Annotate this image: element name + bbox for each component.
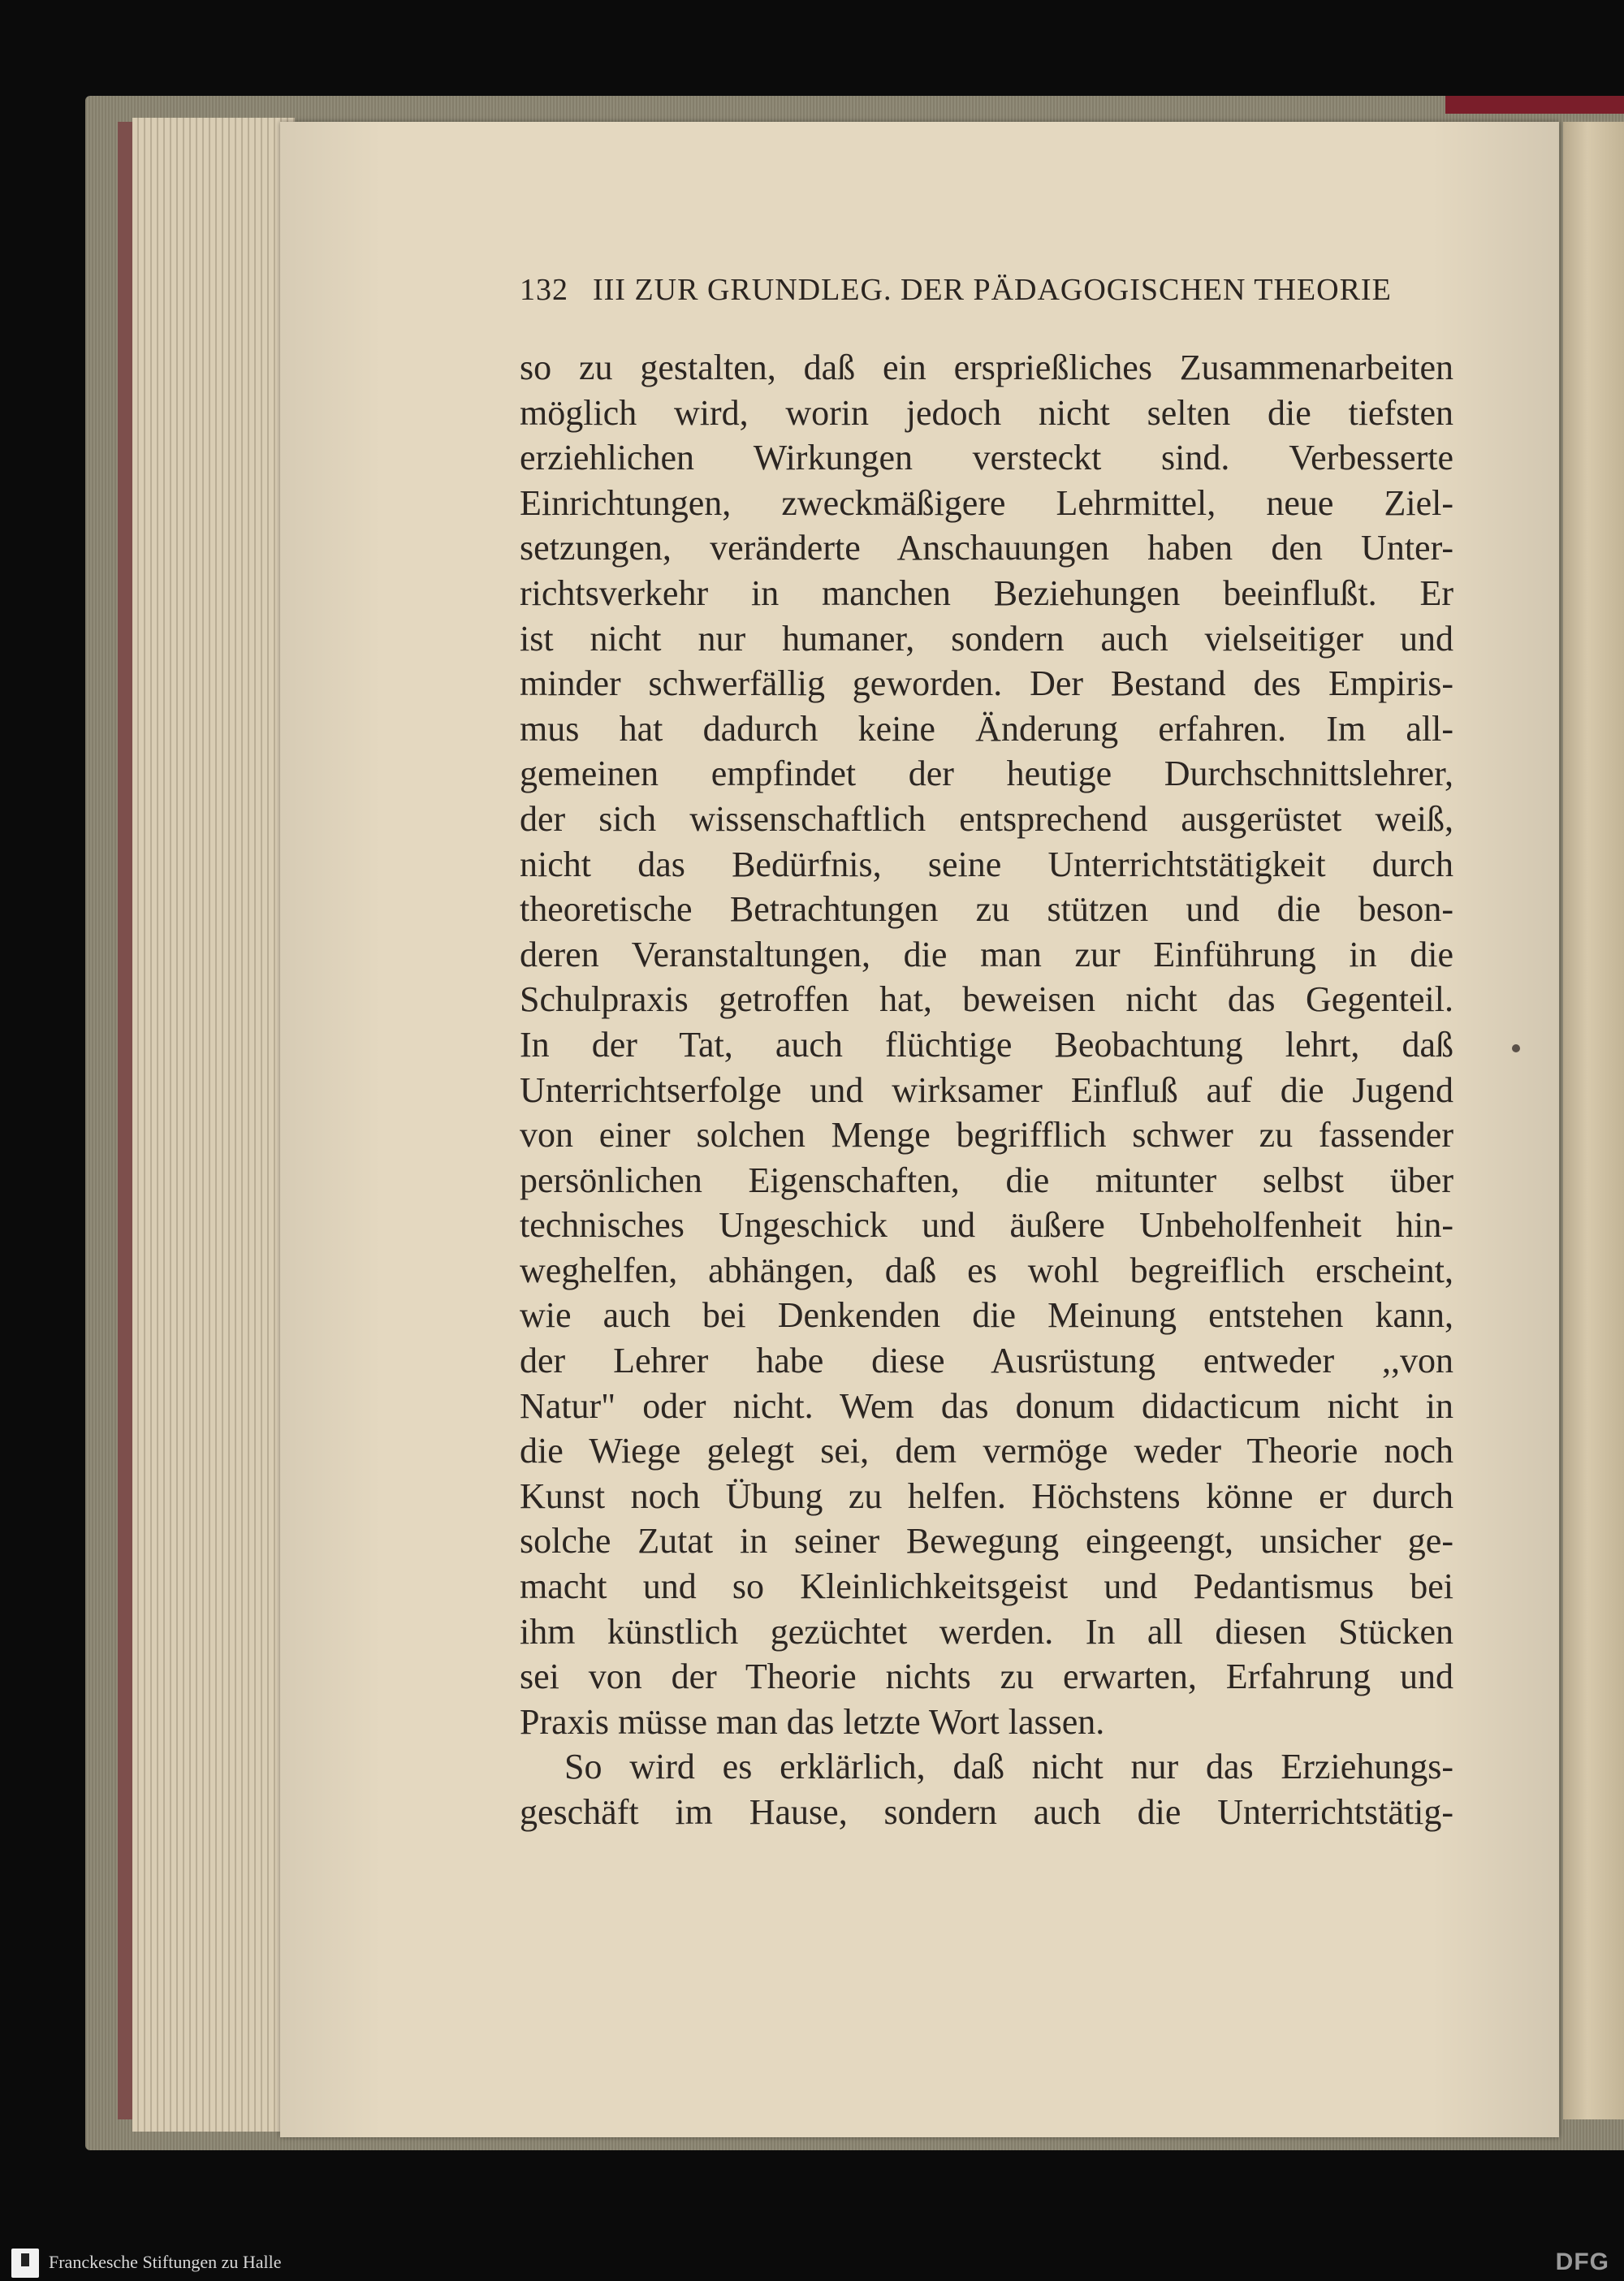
text-line: So wird es erklärlich, daß nicht nur das Erziehungs- <box>564 1747 1453 1787</box>
text-line: Unterrichtserfolge und wirksamer Einfluß auf die Jugend <box>520 1069 1453 1110</box>
text-line: mus hat dadurch keine Änderung erfahren. Im all- <box>520 708 1453 749</box>
text-line: ihm künstlich gezüchtet werden. In all diesen Stücken <box>520 1611 1453 1652</box>
text-line: macht und so Kleinlichkeitsgeist und Pedantismus bei <box>520 1566 1453 1607</box>
text-line: Einrichtungen, zweckmäßigere Lehrmittel, neue Ziel- <box>520 482 1453 523</box>
text-line: die Wiege gelegt sei, dem vermöge weder Theorie noch <box>520 1431 1453 1471</box>
text-line: richtsverkehr in manchen Beziehungen beeinflußt. Er <box>520 572 1453 613</box>
text-line: sei von der Theorie nichts zu erwarten, Erfahrung und <box>520 1657 1453 1697</box>
page-edges-right <box>1563 122 1624 2119</box>
institution-logo-icon <box>11 2249 39 2278</box>
text-line: technisches Ungeschick und äußere Unbeholfenheit hin- <box>520 1205 1453 1246</box>
running-header <box>520 272 1441 321</box>
running-head: III ZUR GRUNDLEG. DER PÄDAGOGISCHEN THEORIE <box>593 273 1392 307</box>
text-line: theoretische Betrachtungen zu stützen und die beson- <box>520 889 1453 930</box>
text-line: persönlichen Eigenschaften, die mitunter selbst über <box>520 1160 1453 1200</box>
text-line: Praxis müsse man das letzte Wort lassen. <box>520 1701 1105 1742</box>
text-line: deren Veranstaltungen, die man zur Einführung in die <box>520 934 1453 974</box>
page-number: 132 <box>520 273 568 307</box>
text-line: ist nicht nur humaner, sondern auch vielseitiger und <box>520 618 1453 659</box>
text-line: gemeinen empfindet der heutige Durchschnittslehrer, <box>520 754 1453 794</box>
text-line: Kunst noch Übung zu helfen. Höchstens könne er durch <box>520 1475 1453 1516</box>
text-line: von einer solchen Menge begrifflich schwer zu fassender <box>520 1115 1453 1156</box>
binding-red-band <box>1445 96 1624 114</box>
text-line: der sich wissenschaftlich entsprechend ausgerüstet weiß, <box>520 798 1453 839</box>
text-line: solche Zutat in seiner Bewegung eingeengt, unsicher ge- <box>520 1521 1453 1562</box>
text-line: In der Tat, auch flüchtige Beobachtung lehrt, daß <box>520 1024 1453 1065</box>
text-line: möglich wird, worin jedoch nicht selten die tiefsten <box>520 392 1453 433</box>
institution-name: Franckesche Stiftungen zu Halle <box>49 2252 282 2272</box>
text-line: setzungen, veränderte Anschauungen haben den Unter- <box>520 528 1453 568</box>
text-line: geschäft im Hause, sondern auch die Unterrichtstätig- <box>520 1792 1453 1832</box>
body-text <box>520 345 1453 1835</box>
text-line: weghelfen, abhängen, daß es wohl begreiflich erscheint, <box>520 1250 1453 1290</box>
text-line: nicht das Bedürfnis, seine Unterrichtstätigkeit durch <box>520 844 1453 884</box>
margin-mark <box>1512 1044 1520 1052</box>
text-line: so zu gestalten, daß ein ersprießliches Zusammenarbeiten <box>520 348 1453 387</box>
text-line: erziehlichen Wirkungen versteckt sind. Verbesserte <box>520 438 1453 478</box>
text-line: Schulpraxis getroffen hat, beweisen nicht das Gegenteil. <box>520 979 1453 1020</box>
dfg-logo: DFG <box>1555 2249 1609 2275</box>
text-line: wie auch bei Denkenden die Meinung entstehen kann, <box>520 1295 1453 1336</box>
text-line: Natur" oder nicht. Wem das donum didacticum nicht in <box>520 1385 1453 1426</box>
text-line: der Lehrer habe diese Ausrüstung entweder ,,von <box>520 1341 1453 1381</box>
binding-red-edge <box>118 122 132 2119</box>
footer-bar <box>0 2245 1624 2281</box>
page-edges-left <box>132 118 295 2132</box>
text-line: minder schwerfällig geworden. Der Bestand des Empiris- <box>520 663 1453 704</box>
